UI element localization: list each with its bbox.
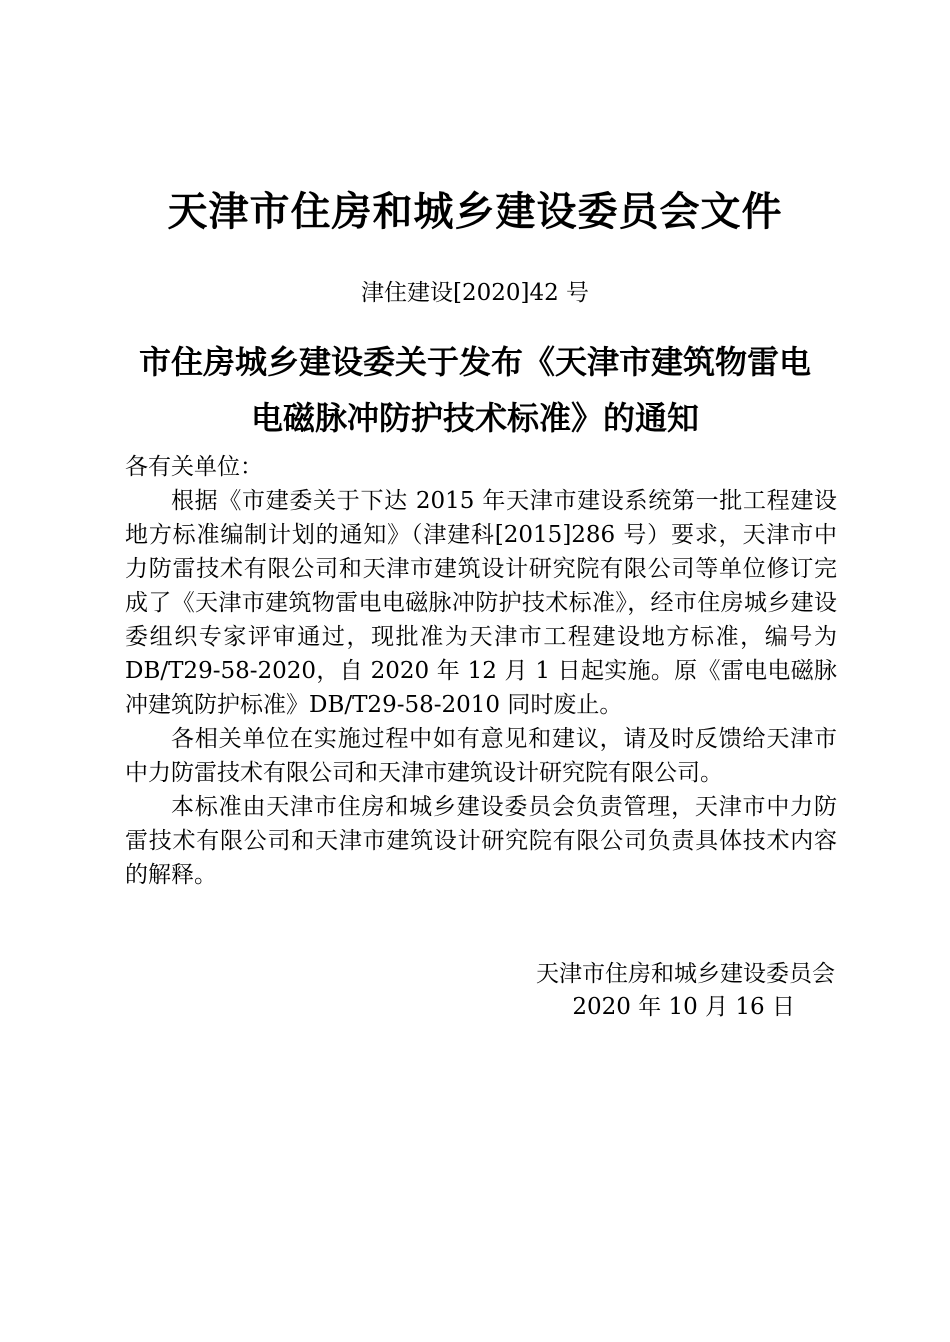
body-paragraph-1: 根据《市建委关于下达 2015 年天津市建设系统第一批工程建设地方标准编制计划的通知》（津建科[2015]286 号）要求，天津市中力防雷技术有限公司和天津市建筑设计研究院有限公司等单位修订完成了《天津市建筑物雷电电磁脉冲防护技术标准》，经市住房城乡建设委组织专家评审通过，现批准为天津市工程建设地方标准，编号为 DB/T29-58-2020，自 2020 年 12 月 1 日起实施。原《雷电电磁脉冲建筑防护标准》DB/T29-58-2010 同时废止。 — [125, 488, 837, 718]
notice-title-line-1: 市住房城乡建设委关于发布《天津市建筑物雷电 — [138, 343, 811, 381]
body-paragraph-3: 本标准由天津市住房和城乡建设委员会负责管理，天津市中力防雷技术有限公司和天津市建筑设计研究院有限公司负责具体技术内容的解释。 — [125, 794, 837, 888]
notice-title-line-2: 电磁脉冲防护技术标准》的通知 — [250, 399, 699, 437]
document-header-title: 天津市住房和城乡建设委员会文件 — [167, 188, 783, 235]
notice-title — [110, 334, 840, 446]
document-number: 津住建设[2020]42 号 — [360, 280, 590, 306]
body-paragraph-2: 各相关单位在实施过程中如有意见和建议，请及时反馈给天津市中力防雷技术有限公司和天津市建筑设计研究院有限公司。 — [125, 726, 837, 786]
signature-organization: 天津市住房和城乡建设委员会 — [536, 961, 835, 987]
signature-block — [500, 958, 835, 1024]
signature-date: 2020 年 10 月 16 日 — [572, 994, 795, 1020]
notice-body — [125, 450, 837, 892]
salutation: 各有关单位： — [125, 454, 263, 480]
